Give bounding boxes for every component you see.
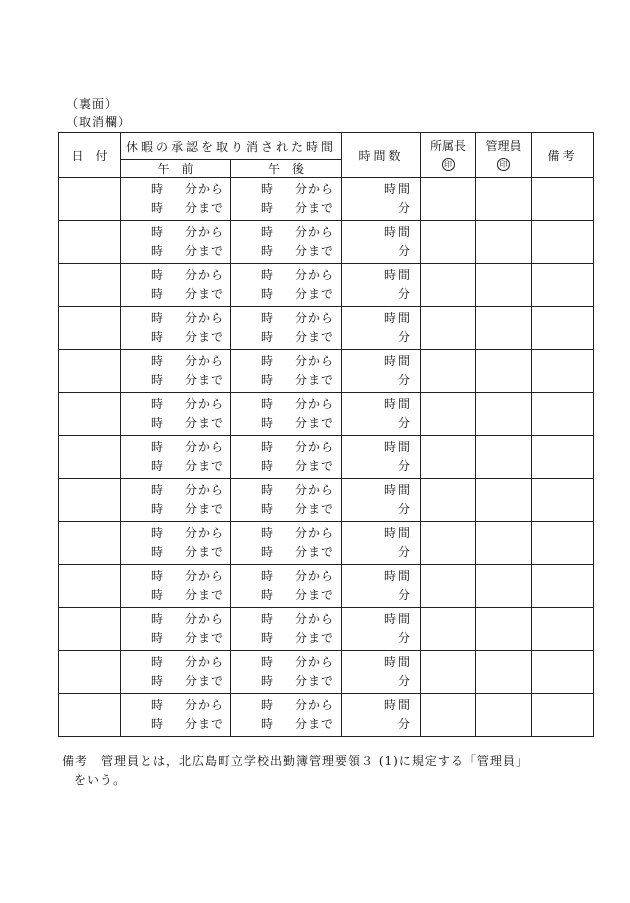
cancel-form-table bbox=[58, 132, 594, 737]
footnote-line-2: をいう。 bbox=[74, 773, 127, 787]
time-to: 時 分まで bbox=[261, 373, 335, 387]
manager-seal-cell[interactable] bbox=[476, 522, 532, 565]
hours-cell[interactable]: 時間 分 bbox=[342, 393, 421, 436]
date-cell[interactable] bbox=[59, 178, 121, 221]
am-time-cell[interactable] bbox=[121, 651, 231, 694]
table-row bbox=[59, 221, 594, 264]
time-to: 時 分まで bbox=[261, 459, 335, 473]
hours-cell[interactable]: 時間 分 bbox=[342, 479, 421, 522]
hours-cell[interactable]: 時間 分 bbox=[342, 264, 421, 307]
manager-seal-cell[interactable] bbox=[476, 393, 532, 436]
hours-cell[interactable]: 時間 分 bbox=[342, 651, 421, 694]
am-time-cell[interactable] bbox=[121, 307, 231, 350]
remarks-cell[interactable] bbox=[532, 522, 594, 565]
table-row bbox=[59, 651, 594, 694]
time-to: 時 分まで bbox=[261, 545, 335, 559]
remarks-cell[interactable] bbox=[532, 393, 594, 436]
seal-icon: 印 bbox=[497, 158, 510, 171]
chief-seal-cell[interactable] bbox=[421, 350, 476, 393]
table-row bbox=[59, 178, 594, 221]
chief-seal-cell[interactable] bbox=[421, 393, 476, 436]
time-from: 時 分から bbox=[261, 698, 335, 712]
header-manager: 管理員 印 bbox=[476, 133, 532, 178]
hours-cell[interactable]: 時間 分 bbox=[342, 350, 421, 393]
time-to: 時 分まで bbox=[151, 416, 225, 430]
chief-seal-cell[interactable] bbox=[421, 178, 476, 221]
time-to: 時 分まで bbox=[151, 201, 225, 215]
hours-cell[interactable]: 時間 分 bbox=[342, 608, 421, 651]
date-cell[interactable] bbox=[59, 565, 121, 608]
header-pm: 午 後 bbox=[231, 160, 342, 178]
table-row bbox=[59, 565, 594, 608]
footnote-line-1: 備考 管理員とは，北広島町立学校出勤簿管理要領３ (1)に規定する「管理員」 bbox=[62, 754, 529, 768]
pm-time-cell[interactable] bbox=[231, 436, 342, 479]
time-from: 時 分から bbox=[261, 483, 335, 497]
time-from: 時 分から bbox=[151, 526, 225, 540]
header-chief: 所属長 印 bbox=[421, 133, 476, 178]
remarks-cell[interactable] bbox=[532, 436, 594, 479]
time-to: 時 分まで bbox=[151, 717, 225, 731]
date-cell[interactable] bbox=[59, 608, 121, 651]
table-row bbox=[59, 479, 594, 522]
time-to: 時 分まで bbox=[151, 674, 225, 688]
time-from: 時 分から bbox=[151, 225, 225, 239]
manager-seal-cell[interactable] bbox=[476, 436, 532, 479]
pm-time-cell[interactable] bbox=[231, 307, 342, 350]
pm-time-cell[interactable] bbox=[231, 178, 342, 221]
remarks-cell[interactable] bbox=[532, 307, 594, 350]
date-cell[interactable] bbox=[59, 393, 121, 436]
am-time-cell[interactable] bbox=[121, 350, 231, 393]
time-from: 時 分から bbox=[261, 440, 335, 454]
chief-seal-cell[interactable] bbox=[421, 522, 476, 565]
pm-time-cell[interactable] bbox=[231, 264, 342, 307]
table-row bbox=[59, 307, 594, 350]
time-from: 時 分から bbox=[261, 612, 335, 626]
date-cell[interactable] bbox=[59, 264, 121, 307]
pm-time-cell[interactable] bbox=[231, 221, 342, 264]
header-date: 日 付 bbox=[59, 133, 121, 178]
manager-seal-cell[interactable] bbox=[476, 307, 532, 350]
header-back-side: （裏面） bbox=[66, 97, 119, 111]
pm-time-cell[interactable] bbox=[231, 522, 342, 565]
hours-cell[interactable]: 時間 分 bbox=[342, 565, 421, 608]
hours-cell[interactable]: 時間 分 bbox=[342, 694, 421, 737]
am-time-cell[interactable] bbox=[121, 565, 231, 608]
manager-seal-cell[interactable] bbox=[476, 221, 532, 264]
remarks-cell[interactable] bbox=[532, 178, 594, 221]
manager-seal-cell[interactable] bbox=[476, 479, 532, 522]
time-to: 時 分まで bbox=[151, 287, 225, 301]
table-row bbox=[59, 264, 594, 307]
hours-cell[interactable]: 時間 分 bbox=[342, 307, 421, 350]
time-from: 時 分から bbox=[151, 655, 225, 669]
time-from: 時 分から bbox=[151, 569, 225, 583]
am-time-cell[interactable] bbox=[121, 436, 231, 479]
hours-cell[interactable]: 時間 分 bbox=[342, 522, 421, 565]
header-cancel-section: （取消欄） bbox=[66, 115, 132, 129]
time-from: 時 分から bbox=[151, 182, 225, 196]
pm-time-cell[interactable] bbox=[231, 651, 342, 694]
chief-seal-cell[interactable] bbox=[421, 479, 476, 522]
chief-seal-cell[interactable] bbox=[421, 694, 476, 737]
time-from: 時 分から bbox=[151, 354, 225, 368]
time-from: 時 分から bbox=[261, 655, 335, 669]
time-to: 時 分まで bbox=[151, 373, 225, 387]
manager-seal-cell[interactable] bbox=[476, 608, 532, 651]
time-to: 時 分まで bbox=[151, 502, 225, 516]
seal-icon: 印 bbox=[442, 158, 455, 171]
time-to: 時 分まで bbox=[151, 330, 225, 344]
time-to: 時 分まで bbox=[261, 588, 335, 602]
chief-seal-cell[interactable] bbox=[421, 307, 476, 350]
date-cell[interactable] bbox=[59, 479, 121, 522]
time-from: 時 分から bbox=[261, 569, 335, 583]
manager-seal-cell[interactable] bbox=[476, 565, 532, 608]
am-time-cell[interactable] bbox=[121, 694, 231, 737]
time-to: 時 分まで bbox=[261, 287, 335, 301]
time-from: 時 分から bbox=[151, 268, 225, 282]
remarks-cell[interactable] bbox=[532, 694, 594, 737]
time-to: 時 分まで bbox=[261, 201, 335, 215]
time-to: 時 分まで bbox=[261, 674, 335, 688]
date-cell[interactable] bbox=[59, 307, 121, 350]
time-to: 時 分まで bbox=[261, 502, 335, 516]
header-cancelled-time: 休暇の承認を取り消された時間 bbox=[121, 133, 342, 160]
date-cell[interactable] bbox=[59, 436, 121, 479]
header-hours: 時間数 bbox=[342, 133, 421, 178]
remarks-cell[interactable] bbox=[532, 651, 594, 694]
table-row bbox=[59, 350, 594, 393]
time-to: 時 分まで bbox=[261, 717, 335, 731]
time-from: 時 分から bbox=[261, 354, 335, 368]
time-from: 時 分から bbox=[151, 397, 225, 411]
date-cell[interactable] bbox=[59, 651, 121, 694]
am-time-cell[interactable] bbox=[121, 221, 231, 264]
manager-seal-cell[interactable] bbox=[476, 264, 532, 307]
remarks-cell[interactable] bbox=[532, 264, 594, 307]
chief-seal-cell[interactable] bbox=[421, 436, 476, 479]
manager-seal-cell[interactable] bbox=[476, 694, 532, 737]
am-time-cell[interactable] bbox=[121, 479, 231, 522]
hours-cell[interactable]: 時間 分 bbox=[342, 221, 421, 264]
time-to: 時 分まで bbox=[151, 588, 225, 602]
remarks-cell[interactable] bbox=[532, 565, 594, 608]
time-to: 時 分まで bbox=[261, 631, 335, 645]
time-from: 時 分から bbox=[261, 225, 335, 239]
hours-cell[interactable]: 時間 分 bbox=[342, 436, 421, 479]
time-from: 時 分から bbox=[261, 526, 335, 540]
pm-time-cell[interactable] bbox=[231, 694, 342, 737]
date-cell[interactable] bbox=[59, 522, 121, 565]
pm-time-cell[interactable] bbox=[231, 565, 342, 608]
form-rows bbox=[59, 178, 594, 737]
time-to: 時 分まで bbox=[151, 459, 225, 473]
am-time-cell[interactable] bbox=[121, 608, 231, 651]
table-row bbox=[59, 393, 594, 436]
chief-seal-cell[interactable] bbox=[421, 221, 476, 264]
remarks-cell[interactable] bbox=[532, 350, 594, 393]
time-from: 時 分から bbox=[261, 268, 335, 282]
time-to: 時 分まで bbox=[261, 330, 335, 344]
manager-seal-cell[interactable] bbox=[476, 350, 532, 393]
pm-time-cell[interactable] bbox=[231, 393, 342, 436]
pm-time-cell[interactable] bbox=[231, 479, 342, 522]
time-from: 時 分から bbox=[261, 397, 335, 411]
time-from: 時 分から bbox=[151, 440, 225, 454]
chief-seal-cell[interactable] bbox=[421, 565, 476, 608]
time-from: 時 分から bbox=[151, 612, 225, 626]
date-cell[interactable] bbox=[59, 350, 121, 393]
date-cell[interactable] bbox=[59, 221, 121, 264]
remarks-cell[interactable] bbox=[532, 479, 594, 522]
time-to: 時 分まで bbox=[261, 244, 335, 258]
am-time-cell[interactable] bbox=[121, 264, 231, 307]
time-from: 時 分から bbox=[151, 698, 225, 712]
manager-seal-cell[interactable] bbox=[476, 651, 532, 694]
remarks-cell[interactable] bbox=[532, 608, 594, 651]
am-time-cell[interactable] bbox=[121, 178, 231, 221]
time-to: 時 分まで bbox=[261, 416, 335, 430]
remarks-cell[interactable] bbox=[532, 221, 594, 264]
table-row bbox=[59, 694, 594, 737]
time-from: 時 分から bbox=[151, 483, 225, 497]
time-to: 時 分まで bbox=[151, 545, 225, 559]
time-to: 時 分まで bbox=[151, 244, 225, 258]
table-row bbox=[59, 522, 594, 565]
am-time-cell[interactable] bbox=[121, 522, 231, 565]
chief-seal-cell[interactable] bbox=[421, 608, 476, 651]
header-am: 午 前 bbox=[121, 160, 231, 178]
header-remarks: 備考 bbox=[532, 133, 594, 178]
time-from: 時 分から bbox=[261, 182, 335, 196]
footnote bbox=[62, 752, 582, 790]
time-to: 時 分まで bbox=[151, 631, 225, 645]
time-from: 時 分から bbox=[261, 311, 335, 325]
hours-cell[interactable]: 時間 分 bbox=[342, 178, 421, 221]
chief-seal-cell[interactable] bbox=[421, 264, 476, 307]
table-row bbox=[59, 608, 594, 651]
manager-seal-cell[interactable] bbox=[476, 178, 532, 221]
pm-time-cell[interactable] bbox=[231, 608, 342, 651]
time-from: 時 分から bbox=[151, 311, 225, 325]
chief-seal-cell[interactable] bbox=[421, 651, 476, 694]
pm-time-cell[interactable] bbox=[231, 350, 342, 393]
date-cell[interactable] bbox=[59, 694, 121, 737]
table-row bbox=[59, 436, 594, 479]
am-time-cell[interactable] bbox=[121, 393, 231, 436]
